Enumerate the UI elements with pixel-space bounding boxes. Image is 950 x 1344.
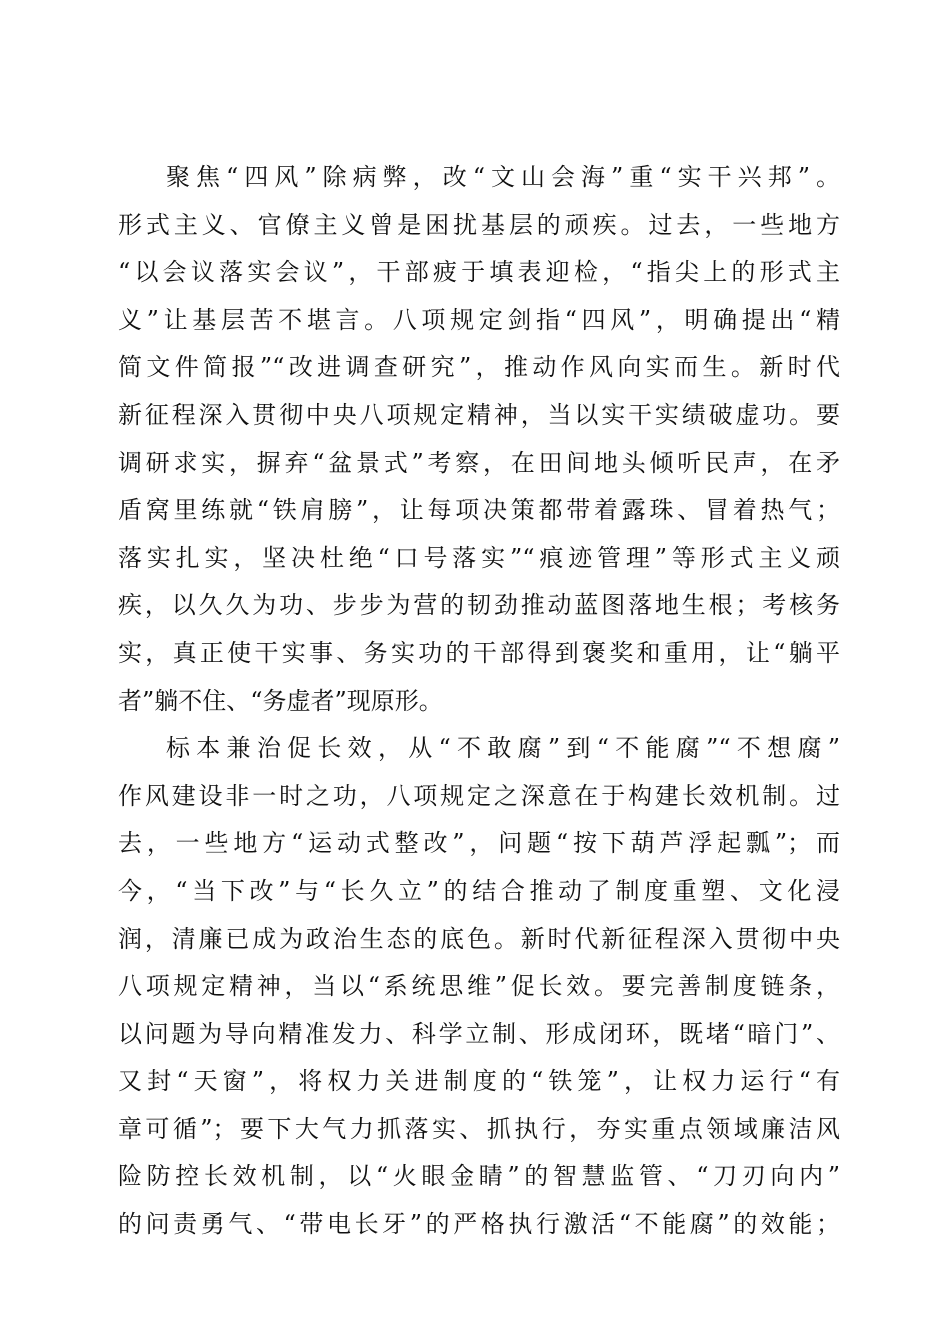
text-line: 聚焦“四风”除病弊，改“文山会海”重“实干兴邦”。 bbox=[166, 163, 840, 191]
text-line: 去，一些地方“运动式整改”，问题“按下葫芦浮起瓢”；而 bbox=[118, 829, 840, 858]
text-line: 八项规定精神，当以“系统思维”促长效。要完善制度链条， bbox=[118, 972, 840, 1001]
text-line: 的问责勇气、“带电长牙”的严格执行激活“不能腐”的效能； bbox=[118, 1210, 840, 1239]
text-line: 实，真正使干实事、务实功的干部得到褒奖和重用，让“躺平 bbox=[118, 638, 840, 667]
text-line: 以问题为导向精准发力、科学立制、形成闭环，既堵“暗门”、 bbox=[118, 1019, 840, 1048]
paragraph bbox=[118, 725, 840, 1249]
text-line: 又封“天窗”，将权力关进制度的“铁笼”，让权力运行“有 bbox=[118, 1067, 840, 1096]
paragraph bbox=[118, 154, 840, 725]
text-line: 简文件简报”“改进调查研究”，推动作风向实而生。新时代 bbox=[118, 353, 840, 382]
text-line: 义”让基层苦不堪言。八项规定剑指“四风”，明确提出“精 bbox=[118, 305, 840, 334]
text-line: 作风建设非一时之功，八项规定之深意在于构建长效机制。过 bbox=[118, 781, 840, 810]
text-line: 章可循”；要下大气力抓落实、抓执行，夯实重点领域廉洁风 bbox=[118, 1114, 840, 1143]
text-line: 调研求实，摒弃“盆景式”考察，在田间地头倾听民声，在矛 bbox=[118, 448, 840, 477]
text-line: 盾窝里练就“铁肩膀”，让每项决策都带着露珠、冒着热气； bbox=[118, 496, 840, 525]
text-line: 今，“当下改”与“长久立”的结合推动了制度重塑、文化浸 bbox=[118, 876, 840, 905]
document-body bbox=[118, 154, 840, 1249]
text-line: 险防控长效机制，以“火眼金睛”的智慧监管、“刀刃向内” bbox=[118, 1162, 840, 1191]
text-line: “以会议落实会议”，干部疲于填表迎检，“指尖上的形式主 bbox=[118, 258, 840, 287]
text-line: 润，清廉已成为政治生态的底色。新时代新征程深入贯彻中央 bbox=[118, 924, 840, 953]
text-line: 落实扎实，坚决杜绝“口号落实”“痕迹管理”等形式主义顽 bbox=[118, 543, 840, 572]
text-line: 形式主义、官僚主义曾是困扰基层的顽疾。过去，一些地方 bbox=[118, 210, 840, 239]
text-line: 新征程深入贯彻中央八项规定精神，当以实干实绩破虚功。要 bbox=[118, 400, 840, 429]
text-line: 标本兼治促长效，从“不敢腐”到“不能腐”“不想腐” bbox=[166, 734, 840, 763]
text-line: 疾，以久久为功、步步为营的韧劲推动蓝图落地生根；考核务 bbox=[118, 591, 840, 620]
text-line: 者”躺不住、“务虚者”现原形。 bbox=[118, 686, 443, 715]
